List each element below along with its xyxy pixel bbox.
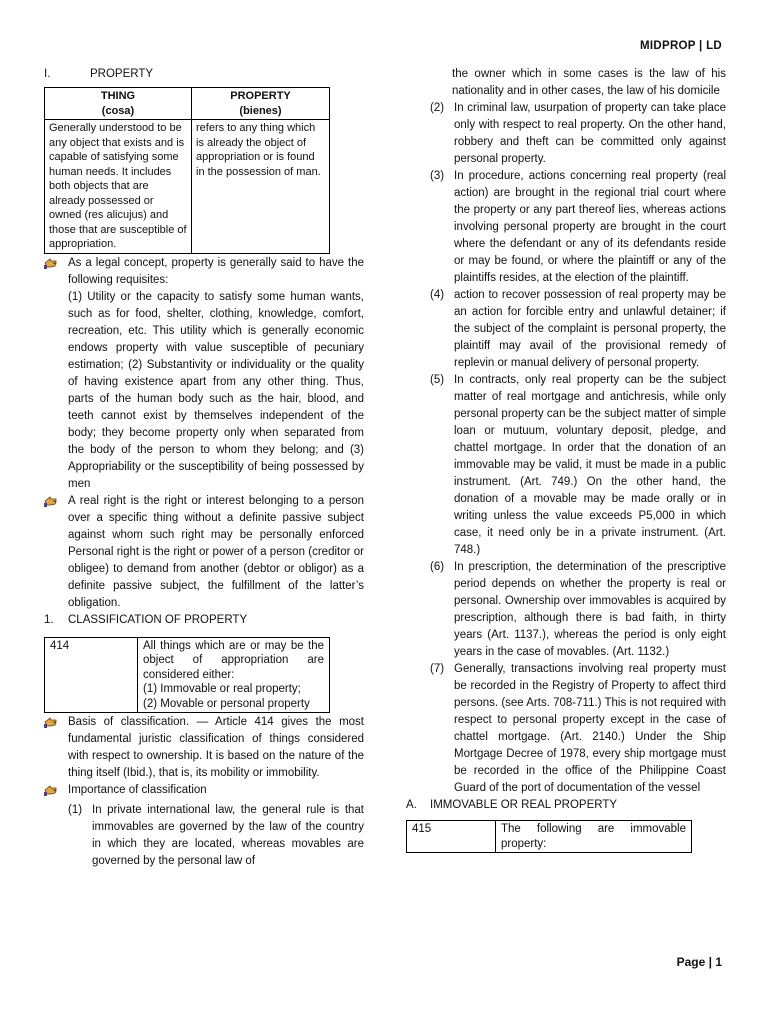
importance-item: (5) In contracts, only real property can be the subject matter of real mortgage and antichresis, while only personal property can be the subject matter of simple loan or mutuum, voluntary deposit, pledge, and chattel mortgage. In order that the donation of an immovable may be valid, it must be made in a public instrument. (Art. 749.) On the other hand, the donation of a movable may be made orally or in writing unless the value exceeds P5,000 in which case, it need only be in a private instrument. (Art. 748.) <box>430 374 726 556</box>
hand-bullet-icon <box>44 493 68 612</box>
page-header: MIDPROP | LD <box>640 40 722 52</box>
article-414-table <box>44 637 330 714</box>
page-footer: Page | 1 <box>676 955 722 969</box>
importance-item: (3) In procedure, actions concerning real property (real action) are brought in the regional trial court where the property or any part thereof lies, whereas actions involving personal property are brought in the court where the defendant or any of its defendants reside or may be found, or where the plaintiff or any of the plaintiffs resides, at the election of the plaintiff. <box>430 170 726 284</box>
article-text: The following are immovable property: <box>496 821 692 853</box>
bullet-text: As a legal concept, property is generally said to have the following requisites: <box>68 256 364 286</box>
table-header-property: PROPERTY (bienes) <box>192 88 330 120</box>
table-cell-property: refers to any thing which is already the object of appropriation or is found in the possession of man. <box>192 120 330 254</box>
left-column <box>44 66 364 870</box>
hand-bullet-icon <box>44 714 68 782</box>
table-cell-thing: Generally understood to be any object that exists and is capable of satisfying some human needs. It includes both objects that are already possessed or owned (res alicujus) and those that are susceptible of appropriation. <box>45 120 192 254</box>
hand-bullet-icon <box>44 782 68 802</box>
continued-text: the owner which in some cases is the law of his nationality and in other cases, the law of his domicile <box>452 68 726 97</box>
article-text: All things which are or may be the object of appropriation are considered either: (1) Immovable or real property; (2) Movable or personal property <box>138 637 330 713</box>
table-header-thing: THING (cosa) <box>45 88 192 120</box>
subsection-number: A. <box>406 799 417 811</box>
section-title: PROPERTY <box>90 68 154 80</box>
requisites-text: (1) Utility or the capacity to satisfy some human wants, such as for food, shelter, clothing, knowledge, comfort, recreation, etc. This utility which is generally economic endows property with value susceptible of pecuniary estimation; (2) Substantivity or individuality or the quality of having existence apart from any other thing. Thus, parts of the human body such as the hair, blood, and teeth cannot exist by themselves independent of the body; they become property only when separated from the body of the person to whom they belong; and (3) Appropriability or the susceptibility of being possessed by men <box>68 290 364 490</box>
importance-item: (4) action to recover possession of real property may be an action for forcible entry and unlawful detainer; if the subject of the complaint is personal property, the plaintiff may avail of the provisional remedy of replevin or manual delivery of personal property. <box>430 289 726 369</box>
importance-item: (7) Generally, transactions involving real property must be recorded in the Registry of Property to affect third persons. (see Arts. 708-711.) This is not required with respect to personal property except in the case of chattel mortgage. (Art. 2140.) Under the Ship Mortgage Decree of 1978, every ship mortgage must be recorded in the office of the Philippine Coast Guard of the port of documentation of the vessel <box>430 663 726 794</box>
importance-list <box>406 100 726 797</box>
importance-item: (1) In private international law, the general rule is that immovables are governed by the law of the country in which they are located, whereas movables are governed by the personal law of <box>68 804 364 867</box>
subsection-heading <box>406 797 726 814</box>
section-number: I. <box>44 68 51 80</box>
classification-title: CLASSIFICATION OF PROPERTY <box>68 613 248 626</box>
importance-item: (2) In criminal law, usurpation of property can take place only with respect to real property. On the other hand, robbery and theft can be committed only against personal property. <box>430 102 726 165</box>
article-number: 414 <box>45 637 138 713</box>
bullet-item <box>44 493 364 612</box>
bullet-text: Basis of classification. — Article 414 gives the most fundamental juristic classification of things considered with respect to ownership. It is based on the nature of the thing itself (Ibid.), that is, its mobility or immobility. <box>68 716 364 779</box>
subsection-title: IMMOVABLE OR REAL PROPERTY <box>430 799 618 811</box>
section-heading <box>44 66 364 83</box>
thing-property-table <box>44 87 330 254</box>
bullet-text: Importance of classification <box>68 784 207 796</box>
bullet-item <box>44 782 364 802</box>
bullet-item <box>44 255 364 289</box>
bullet-item <box>44 714 364 782</box>
importance-item: (6) In prescription, the determination of the prescriptive period depends on whether the property is real or personal. Ownership over immovables is acquired by prescription, although there is bad faith, in thirty years (Art. 1137.), whereas the period is only eight years in the case of movables. (Art. 1132.) <box>430 561 726 658</box>
classification-heading <box>44 612 364 629</box>
classification-number: 1. <box>44 613 54 626</box>
article-415-table <box>406 820 692 853</box>
right-column <box>406 66 726 853</box>
hand-bullet-icon <box>44 255 68 289</box>
bullet-text: A real right is the right or interest belonging to a person over a specific thing without a definite passive subject against whom such right may be personally enforced Personal right is the right or power of a person (creditor or obligee) to demand from another (debtor or obligor) as a definite passive subject, the fulfillment of the latter’s obligation. <box>68 494 364 609</box>
article-number: 415 <box>407 821 496 853</box>
